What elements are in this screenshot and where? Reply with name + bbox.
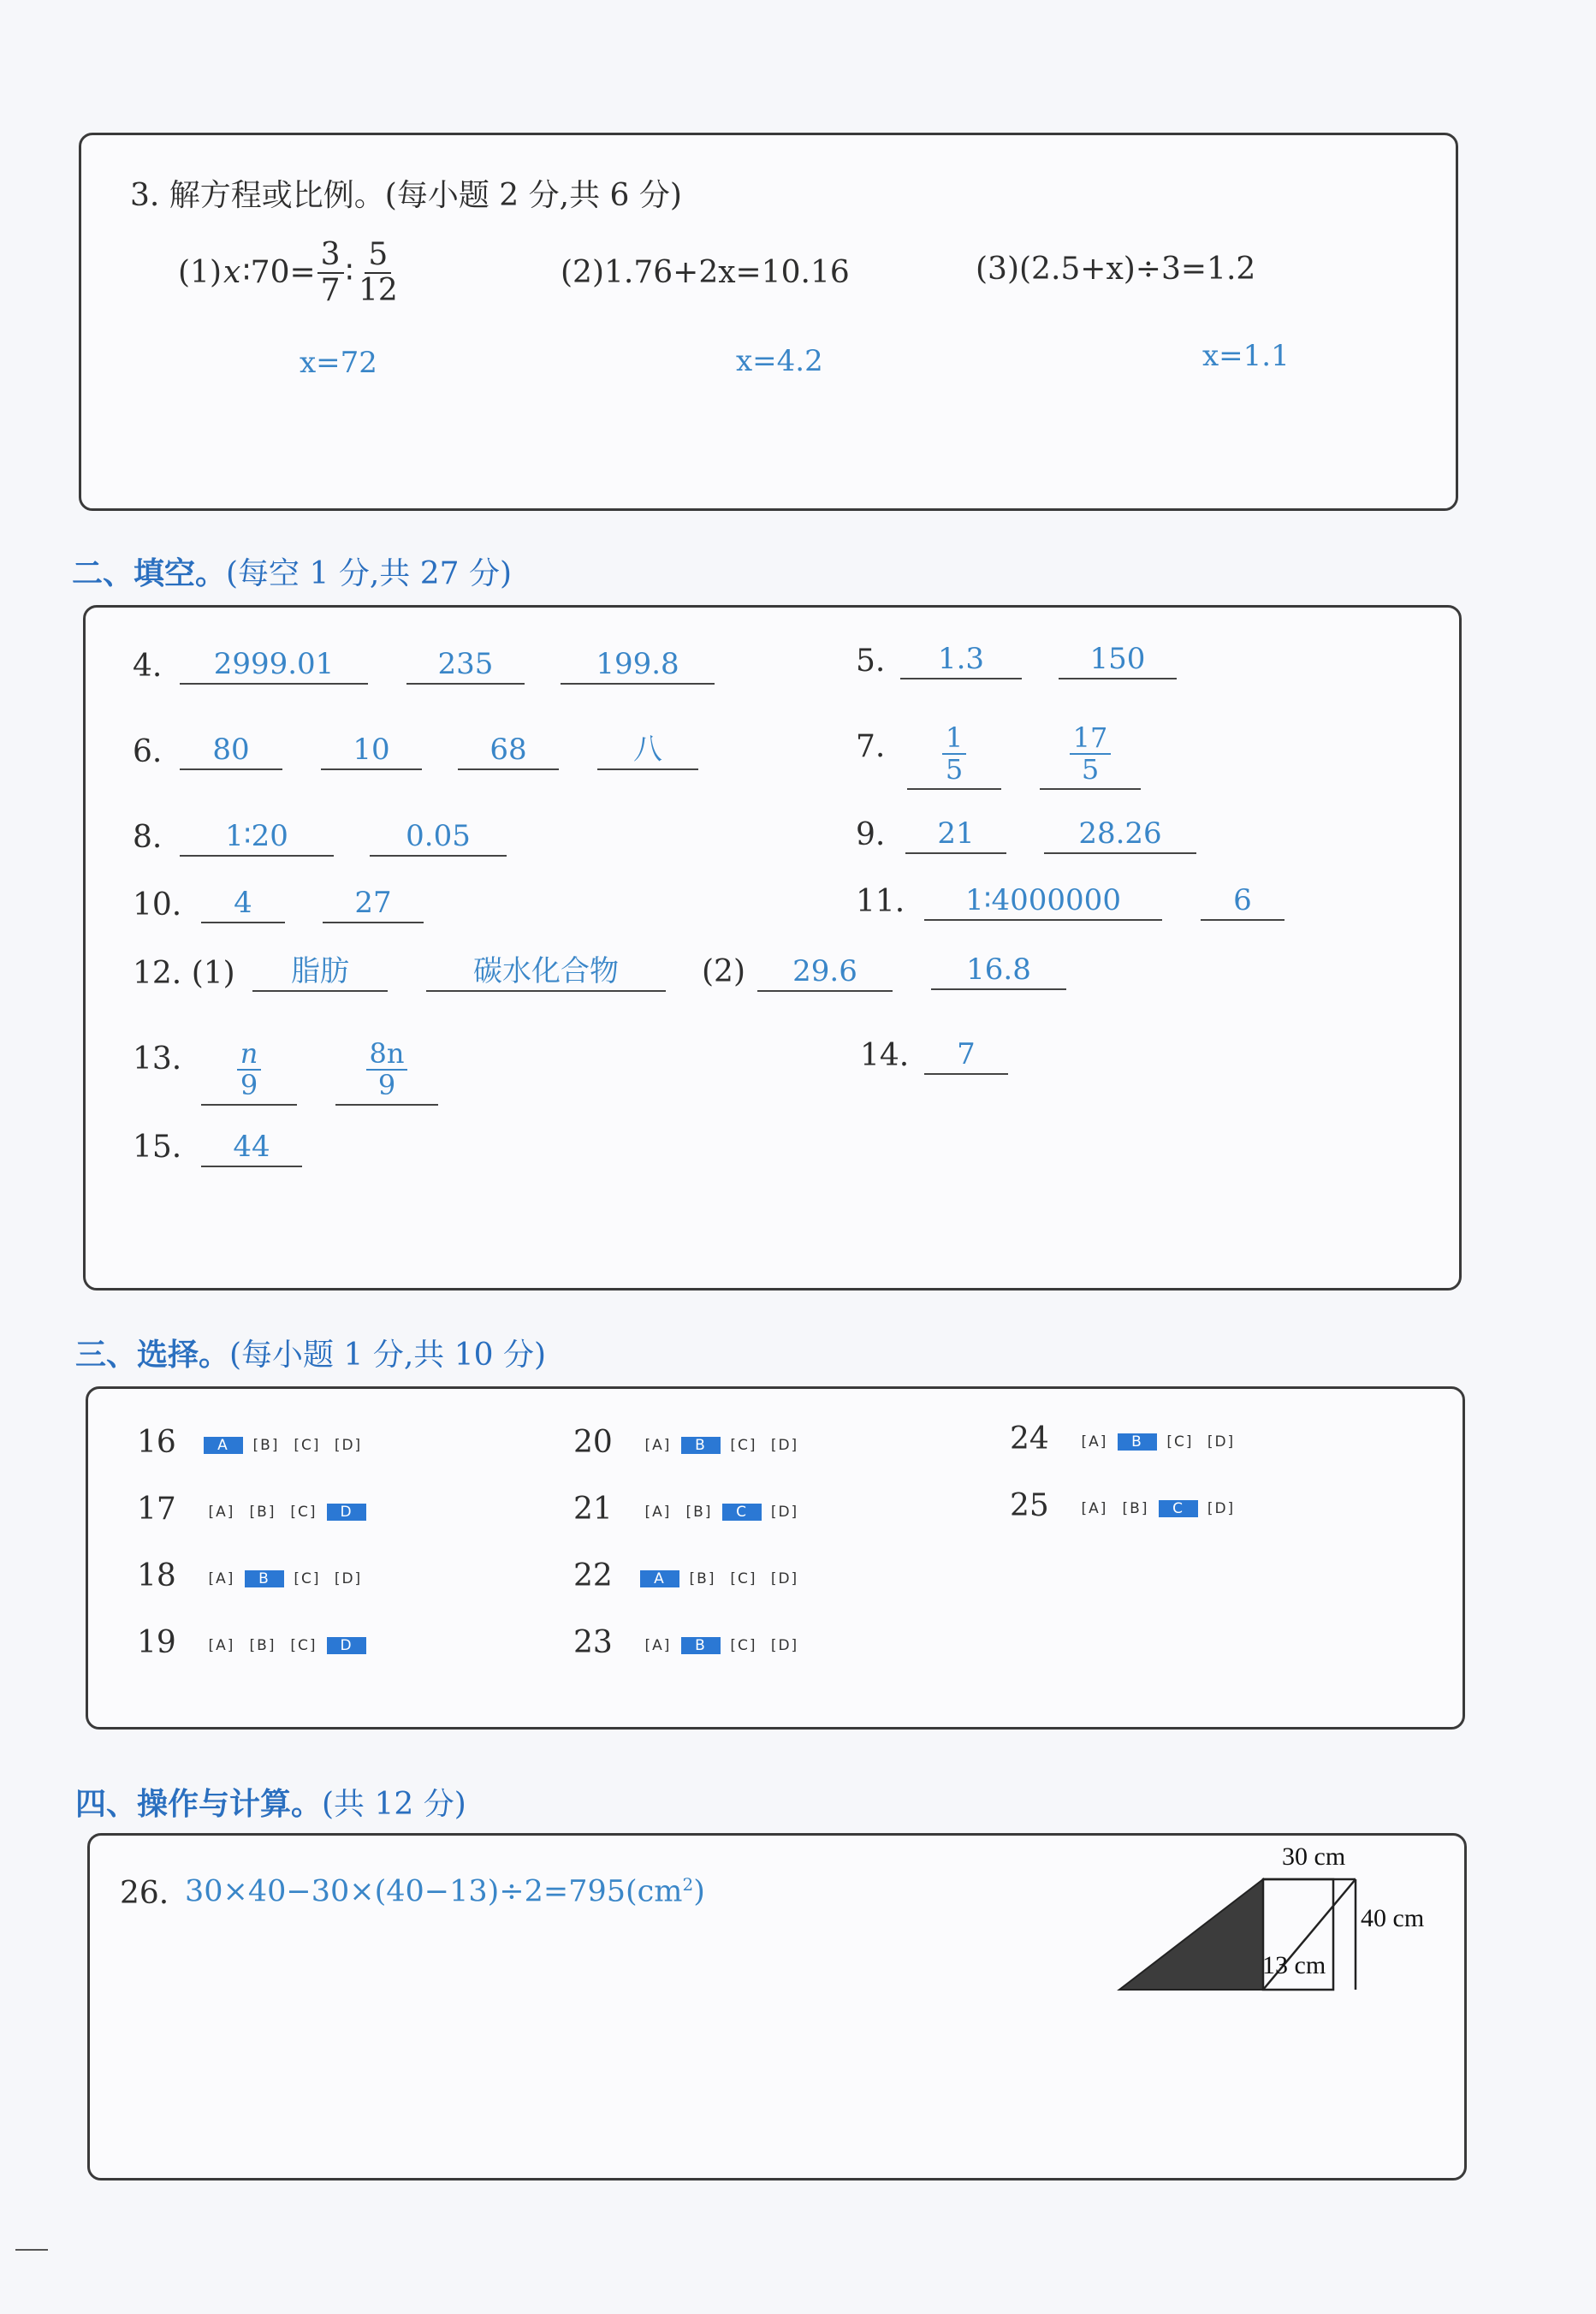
q12-blank-2: 碳水化合物 xyxy=(426,952,666,992)
q10-number: 10. xyxy=(133,887,182,923)
choice-options xyxy=(640,1637,803,1654)
q26-superscript: 2 xyxy=(682,1874,694,1895)
q8-blank-2: 0.05 xyxy=(370,817,507,857)
choice-option-a[interactable]: [A] xyxy=(208,1504,235,1521)
equation-2: (2)1.76+2x=10.16 xyxy=(561,255,850,290)
trapezoid-figure xyxy=(1112,1870,1403,2007)
q4-blank-1: 2999.01 xyxy=(180,645,368,685)
eq1-var: x xyxy=(223,255,241,291)
choice-option-d[interactable]: [D] xyxy=(1207,1500,1236,1517)
question-3-title: 3. 解方程或比例。(每小题 2 分,共 6 分) xyxy=(130,178,682,213)
choice-option-c[interactable]: [C] xyxy=(730,1437,757,1454)
choice-option-d[interactable]: [D] xyxy=(770,1570,799,1587)
section-3-heading xyxy=(75,1331,546,1374)
choice-number: 20 xyxy=(573,1425,613,1460)
choice-number: 22 xyxy=(573,1558,613,1593)
q26-number: 26. xyxy=(120,1876,169,1911)
choice-number: 17 xyxy=(137,1492,176,1527)
choice-option-a[interactable]: A xyxy=(204,1437,243,1454)
choice-option-d[interactable]: D xyxy=(327,1637,366,1654)
q9-number: 9. xyxy=(856,817,886,852)
q15-blank-1: 44 xyxy=(201,1128,302,1167)
q8-blank-1: 1∶20 xyxy=(180,817,334,857)
q7-blank-1 xyxy=(907,706,1001,790)
answer-2: x=4.2 xyxy=(736,344,823,378)
choice-options xyxy=(204,1570,366,1587)
choice-option-b[interactable]: [B] xyxy=(252,1437,280,1454)
choice-option-a[interactable]: A xyxy=(640,1570,679,1587)
choice-option-c[interactable]: [C] xyxy=(730,1637,757,1654)
q14-blank-1: 7 xyxy=(924,1035,1008,1075)
choice-option-c[interactable]: [C] xyxy=(290,1637,317,1654)
q7b-den: 5 xyxy=(1081,752,1100,786)
eq1-fraction-1 xyxy=(317,238,344,307)
q11-blank-1: 1∶4000000 xyxy=(924,881,1162,921)
choice-option-d[interactable]: [D] xyxy=(334,1570,363,1587)
q11-blank-2: 6 xyxy=(1201,881,1285,921)
choice-option-c[interactable]: C xyxy=(722,1504,762,1521)
q9-blank-2: 28.26 xyxy=(1044,815,1196,854)
eq1-f2-den: 12 xyxy=(358,272,398,308)
answer-1: x=72 xyxy=(300,346,377,380)
q12-blank-4: 16.8 xyxy=(931,951,1066,990)
q5-number: 5. xyxy=(856,644,886,679)
q4-blank-3: 199.8 xyxy=(561,645,715,685)
q12-number: 12. (1) xyxy=(133,956,235,991)
q12-blank-3: 29.6 xyxy=(757,952,893,992)
q13a-den: 9 xyxy=(240,1068,258,1101)
choice-options xyxy=(1077,1500,1239,1517)
q15-number: 15. xyxy=(133,1130,182,1165)
eq1-f2-num: 5 xyxy=(365,238,391,274)
choice-option-d[interactable]: [D] xyxy=(770,1637,799,1654)
eq1-f1-den: 7 xyxy=(320,272,341,308)
q13b-den: 9 xyxy=(377,1068,396,1101)
section-4-title: 四、操作与计算。 xyxy=(75,1787,323,1822)
choice-option-b[interactable]: B xyxy=(1118,1433,1157,1451)
choice-option-d[interactable]: [D] xyxy=(770,1437,799,1454)
q13-number: 13. xyxy=(133,1041,182,1077)
q5-blank-2: 150 xyxy=(1059,640,1177,679)
section-4-heading xyxy=(75,1780,466,1824)
q14-number: 14. xyxy=(860,1038,910,1073)
q6-blank-4: 八 xyxy=(597,731,698,770)
q10-blank-2: 27 xyxy=(323,884,424,923)
choice-option-b[interactable]: B xyxy=(245,1570,284,1587)
shaded-triangle xyxy=(1119,1879,1263,1990)
q5-blank-1: 1.3 xyxy=(900,640,1022,679)
choice-number: 23 xyxy=(573,1625,613,1660)
section-2-heading xyxy=(72,549,512,593)
choice-option-a[interactable]: [A] xyxy=(1081,1500,1108,1517)
choice-options xyxy=(204,1637,366,1654)
choice-option-d[interactable]: [D] xyxy=(334,1437,363,1454)
choice-options xyxy=(204,1437,366,1454)
choice-number: 25 xyxy=(1010,1488,1049,1523)
choice-option-c[interactable]: C xyxy=(1159,1500,1198,1517)
q8-number: 8. xyxy=(133,820,163,855)
q11-number: 11. xyxy=(856,884,905,919)
choice-number: 21 xyxy=(573,1492,613,1527)
choice-options xyxy=(204,1504,366,1521)
choice-option-d[interactable]: [D] xyxy=(770,1504,799,1521)
q6-blank-2: 10 xyxy=(321,731,422,770)
figure-label-bottom: 13 cm xyxy=(1262,1951,1326,1979)
q6-number: 6. xyxy=(133,734,163,769)
choice-option-a[interactable]: [A] xyxy=(644,1637,672,1654)
choice-option-d[interactable]: D xyxy=(327,1504,366,1521)
choice-number: 18 xyxy=(137,1558,176,1593)
q6-blank-1: 80 xyxy=(180,731,282,770)
choice-number: 24 xyxy=(1010,1421,1049,1457)
choice-option-b[interactable]: [B] xyxy=(689,1570,716,1587)
q26-close: ) xyxy=(693,1874,705,1909)
q12-part-2-label: (2) xyxy=(702,954,745,989)
choice-options xyxy=(640,1570,803,1587)
page-corner-mark xyxy=(15,2249,48,2251)
q4-blank-2: 235 xyxy=(406,645,525,685)
section-2-subtitle: (每空 1 分,共 27 分) xyxy=(226,556,513,591)
section-2-title: 二、填空。 xyxy=(72,556,227,591)
choice-option-d[interactable]: [D] xyxy=(1207,1433,1236,1451)
q13-blank-2 xyxy=(335,1018,438,1106)
q13b-num: 8n xyxy=(366,1039,408,1071)
choice-option-b[interactable]: B xyxy=(681,1637,721,1654)
q13a-num: n xyxy=(237,1039,262,1071)
choice-option-c[interactable]: [C] xyxy=(730,1570,757,1587)
choice-option-b[interactable]: [B] xyxy=(1122,1500,1149,1517)
choice-number: 16 xyxy=(137,1425,176,1460)
eq1-fraction-2 xyxy=(355,238,401,307)
q12-blank-1: 脂肪 xyxy=(252,952,388,992)
section-3-subtitle: (每小题 1 分,共 10 分) xyxy=(229,1338,547,1373)
choice-option-b[interactable]: [B] xyxy=(249,1637,276,1654)
choice-option-c[interactable]: [C] xyxy=(294,1570,321,1587)
figure-label-right: 40 cm xyxy=(1361,1904,1425,1932)
q6-blank-3: 68 xyxy=(458,731,559,770)
q7a-den: 5 xyxy=(945,752,964,786)
choice-option-a[interactable]: [A] xyxy=(1081,1433,1108,1451)
choice-option-b[interactable]: [B] xyxy=(685,1504,713,1521)
q13-blank-1 xyxy=(201,1018,297,1106)
q4-number: 4. xyxy=(133,649,163,684)
choice-option-a[interactable]: [A] xyxy=(644,1504,672,1521)
choice-option-c[interactable]: [C] xyxy=(1166,1433,1194,1451)
choice-option-b[interactable]: B xyxy=(681,1437,721,1454)
choice-option-a[interactable]: [A] xyxy=(644,1437,672,1454)
choice-option-c[interactable]: [C] xyxy=(294,1437,321,1454)
eq1-f1-num: 3 xyxy=(317,238,344,274)
eq1-colon: ∶ xyxy=(345,255,353,291)
q26-answer xyxy=(185,1874,705,1909)
equation-3: (3)(2.5+x)÷3=1.2 xyxy=(976,252,1256,287)
choice-option-a[interactable]: [A] xyxy=(208,1570,235,1587)
eq1-label: (1) xyxy=(178,255,222,291)
eq1-mid: ∶70= xyxy=(242,255,316,291)
choice-option-b[interactable]: [B] xyxy=(249,1504,276,1521)
q9-blank-1: 21 xyxy=(905,815,1006,854)
choice-options xyxy=(1077,1433,1239,1451)
choice-option-a[interactable]: [A] xyxy=(208,1637,235,1654)
answer-3: x=1.1 xyxy=(1202,339,1290,373)
q7a-num: 1 xyxy=(942,723,966,755)
section-4-subtitle: (共 12 分) xyxy=(322,1787,466,1822)
fill-blanks-box xyxy=(83,605,1462,1290)
q7-number: 7. xyxy=(856,729,886,764)
choice-options xyxy=(640,1437,803,1454)
choice-options xyxy=(640,1504,803,1521)
q7-blank-2 xyxy=(1040,706,1141,790)
q10-blank-1: 4 xyxy=(201,884,285,923)
section-3-title: 三、选择。 xyxy=(75,1338,230,1373)
q7b-num: 17 xyxy=(1070,723,1112,755)
q26-expression: 30×40−30×(40−13)÷2=795(cm xyxy=(185,1874,683,1909)
choice-option-c[interactable]: [C] xyxy=(290,1504,317,1521)
equation-1 xyxy=(178,238,401,307)
choice-number: 19 xyxy=(137,1625,176,1660)
figure-label-top: 30 cm xyxy=(1282,1842,1346,1871)
